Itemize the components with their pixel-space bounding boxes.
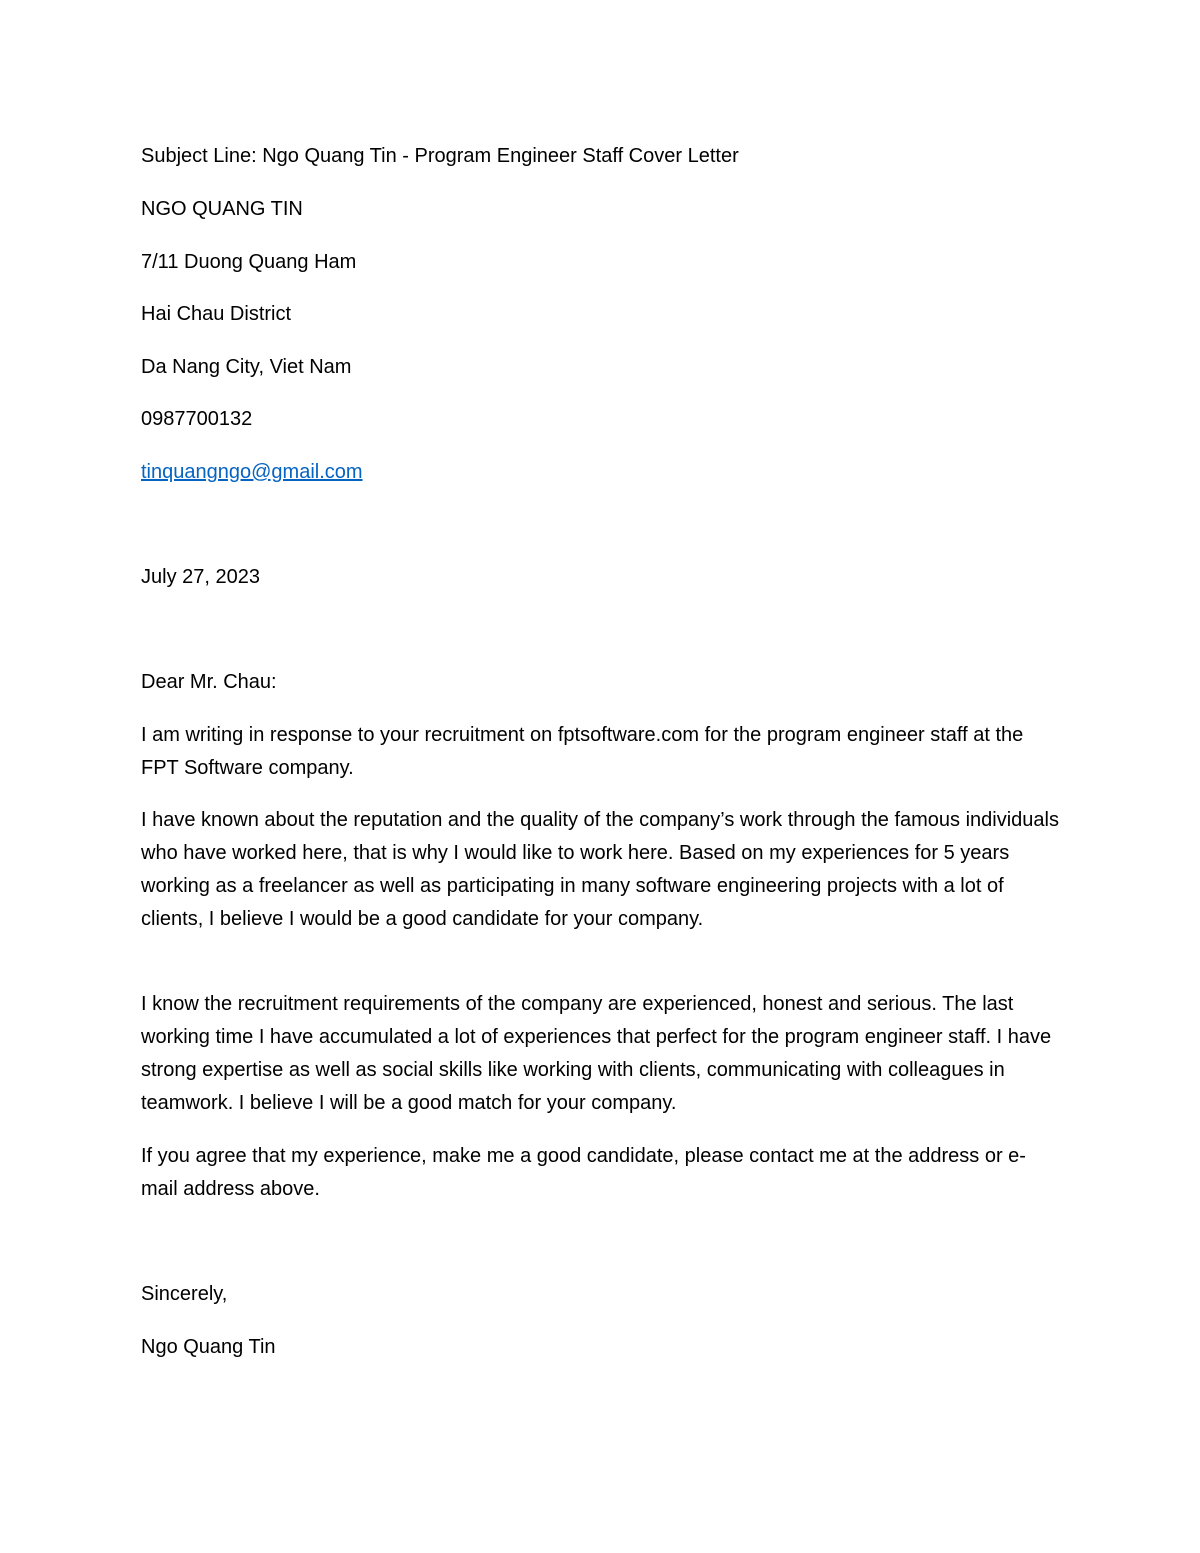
body-paragraph: I know the recruitment requirements of the company are experienced, honest and serious. The last working time I have accumulated a lot of experiences that perfect for the program engineer staff. I have strong expertise as well as social skills like working with clients, communicating with colleagues in teamwork. I believe I will be a good match for your company.	[141, 993, 1052, 1114]
letter-date: July 27, 2023	[141, 566, 260, 588]
sender-district: Hai Chau District	[141, 303, 292, 325]
body-paragraph: I have known about the reputation and the quality of the company’s work through the famous individuals who have worked here, that is why I would like to work here. Based on my experiences for 5 years working as a freelancer as well as participating in many software engineering projects with a lot of clients, I believe I would be a good candidate for your company.	[141, 809, 1059, 930]
sender-name: NGO QUANG TIN	[141, 198, 303, 220]
signature-name: Ngo Quang Tin	[141, 1336, 276, 1358]
subject-line: Subject Line: Ngo Quang Tin - Program Engineer Staff Cover Letter	[141, 145, 739, 167]
sender-phone: 0987700132	[141, 408, 253, 430]
sender-email-line	[141, 456, 363, 489]
closing: Sincerely,	[141, 1283, 228, 1305]
sender-email-link[interactable]: tinquangngo@gmail.com	[141, 461, 363, 483]
salutation: Dear Mr. Chau:	[141, 671, 277, 693]
sender-city: Da Nang City, Viet Nam	[141, 356, 352, 378]
sender-street: 7/11 Duong Quang Ham	[141, 251, 357, 273]
body-paragraph: I am writing in response to your recruitment on fptsoftware.com for the program engineer staff at the FPT Software company.	[141, 724, 1024, 779]
body-paragraph: If you agree that my experience, make me a good candidate, please contact me at the address or e-mail address above.	[141, 1145, 1026, 1200]
